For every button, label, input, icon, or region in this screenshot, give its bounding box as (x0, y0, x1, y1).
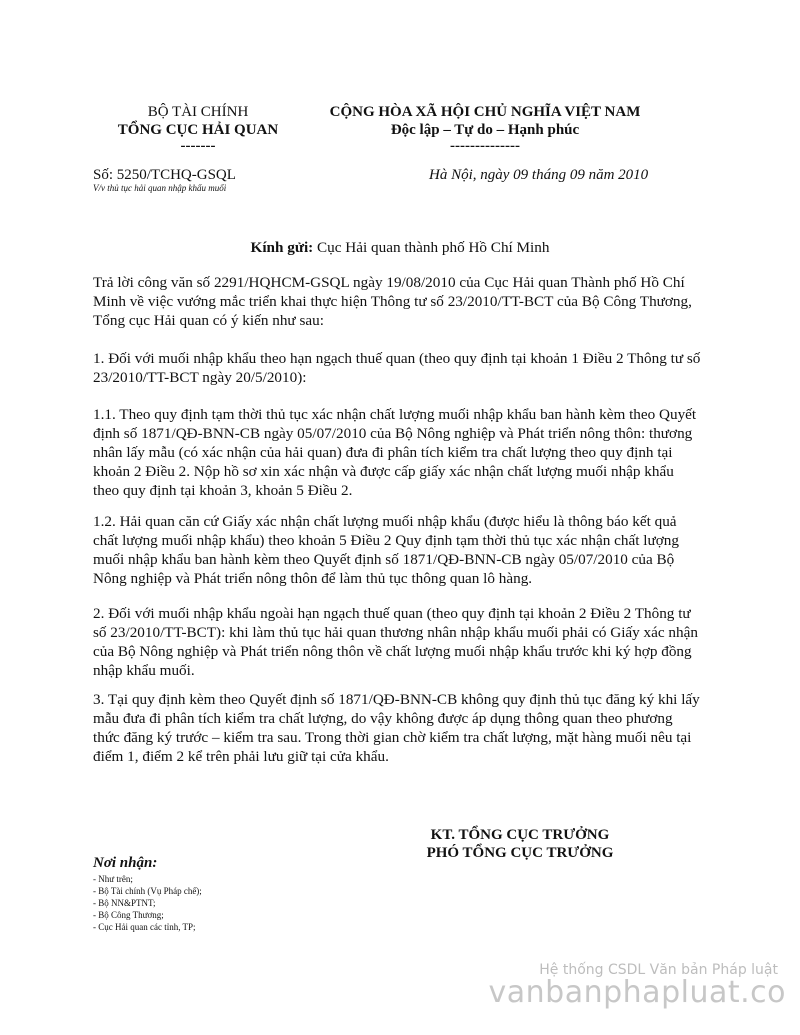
paragraph-3: 3. Tại quy định kèm theo Quyết định số 1871/QĐ-BNN-CB không quy định thủ tục đăng ký khi lấy mẫu đưa đi phân tích kiểm tra chất lượng, do vậy không được áp dụng thông quan theo phương thức đăng ký trước – kiểm tra sau. Trong thời gian chờ kiểm tra chất lượng, mặt hàng muối nêu tại điểm 1, điểm 2 kể trên phải lưu giữ tại cửa khẩu. (93, 691, 700, 765)
watermark-site: vanbanphapluat.co (488, 975, 786, 1010)
header-rule-right: -------------- (450, 138, 520, 154)
recipients-title: Nơi nhận: (93, 855, 158, 871)
document-subject: V/v thủ tục hải quan nhập khẩu muối (93, 183, 227, 193)
recipient-item: - Như trên; (93, 874, 133, 884)
recipient-item: - Bộ Tài chính (Vụ Pháp chế); (93, 886, 202, 896)
signature-title-1: KT. TỔNG CỤC TRƯỞNG (430, 827, 610, 843)
document-number: Số: 5250/TCHQ-GSQL (93, 167, 236, 183)
recipients-list (93, 873, 202, 933)
recipient-item: - Cục Hải quan các tỉnh, TP; (93, 922, 196, 932)
signature-title-2: PHÓ TỔNG CỤC TRƯỞNG (426, 845, 614, 861)
addressee-name: Cục Hải quan thành phố Hồ Chí Minh (317, 239, 550, 256)
ministry-name: BỘ TÀI CHÍNH (147, 104, 249, 120)
paragraph-1-1: 1.1. Theo quy định tạm thời thủ tục xác nhận chất lượng muối nhập khẩu ban hành kèm theo Quyết định số 1871/QĐ-BNN-CB ngày 05/07/2010 của Bộ Nông nghiệp và Phát triển nông thôn: thương nhân lấy mẫu (có xác nhận của hải quan) đưa đi phân tích kiểm tra chất lượng theo quy định tại khoản 2 Điều 2. Nộp hồ sơ xin xác nhận và được cấp giấy xác nhận chất lượng muối nhập khẩu theo quy định tại khoản 3, khoản 5 Điều 2. (93, 406, 697, 499)
department-name: TỔNG CỤC HẢI QUAN (117, 122, 279, 138)
recipient-item: - Bộ Công Thương; (93, 910, 164, 920)
recipient-item: - Bộ NN&PTNT; (93, 898, 156, 908)
national-header (305, 103, 665, 153)
issue-date: Hà Nội, ngày 09 tháng 09 năm 2010 (429, 167, 649, 183)
issuer-block (93, 103, 303, 153)
paragraph-intro: Trả lời công văn số 2291/HQHCM-GSQL ngày 19/08/2010 của Cục Hải quan Thành phố Hồ Chí Minh về việc vướng mắc triển khai thực hiện Thông tư số 23/2010/TT-BCT của Bộ Công Thương, Tổng cục Hải quan có ý kiến như sau: (93, 274, 692, 329)
paragraph-1-2: 1.2. Hải quan căn cứ Giấy xác nhận chất lượng muối nhập khẩu (được hiểu là thông báo kết quả chất lượng muối nhập khẩu) theo khoản 5 Điều 2 Quy định tạm thời thủ tục xác nhận chất lượng muối nhập khẩu ban hành kèm theo Quyết định số 1871/QĐ-BNN-CB ngày 05/07/2010 của Bộ Nông nghiệp và Phát triển nông thôn để làm thủ tục thông quan lô hàng. (93, 513, 679, 587)
paragraph-1: 1. Đối với muối nhập khẩu theo hạn ngạch thuế quan (theo quy định tại khoản 1 Điều 2 Thông tư số 23/2010/TT-BCT ngày 20/5/2010): (93, 350, 701, 386)
signature-block (400, 826, 640, 862)
addressee (0, 239, 800, 257)
paragraph-2: 2. Đối với muối nhập khẩu ngoài hạn ngạch thuế quan (theo quy định tại khoản 2 Điều 2 Thông tư số 23/2010/TT-BCT): khi làm thủ tục hải quan thương nhân nhập khẩu muối phải có Giấy xác nhận của Bộ Nông nghiệp và Phát triển nông thôn về chất lượng muối nhập khẩu trước khi ký hợp đồng nhập khẩu muối. (93, 605, 698, 679)
national-motto: Độc lập – Tự do – Hạnh phúc (390, 122, 580, 138)
watermark-caption: Hệ thống CSDL Văn bản Pháp luật (539, 962, 778, 978)
country-name: CỘNG HÒA XÃ HỘI CHỦ NGHĨA VIỆT NAM (329, 104, 641, 120)
header-rule-left: ------- (180, 138, 216, 154)
addressee-label: Kính gửi: (250, 239, 314, 256)
